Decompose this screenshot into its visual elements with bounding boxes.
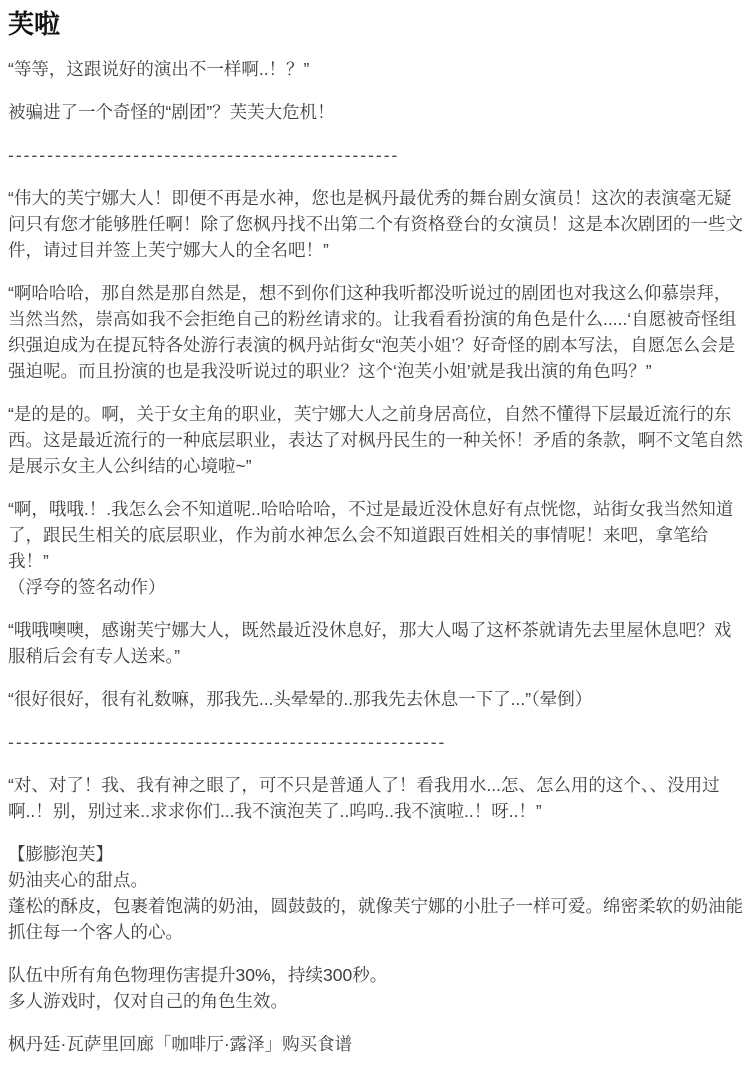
stage-direction-signature: （浮夸的签名动作）	[8, 577, 166, 597]
item-name: 【膨膨泡芙】	[8, 844, 113, 864]
item-description-block	[8, 841, 743, 945]
divider-dashes-bottom: --------------------------------------------------------	[8, 732, 447, 752]
dialogue-line-intro: “等等，这跟说好的演出不一样啊..！？”	[8, 59, 310, 79]
item-effect-block	[8, 962, 743, 1014]
item-effect-text: 队伍中所有角色物理伤害提升30%，持续300秒。	[8, 965, 388, 985]
page-title: 芙啦	[8, 9, 61, 39]
dialogue-furina-panic: “对、对了！我、我有神之眼了，可不只是普通人了！看我用水...怎、怎么用的这个、、没用过啊..！别，别过来..求求你们...我不演泡芙了..呜呜..我不演啦..！呀..！”	[8, 775, 720, 821]
story-tagline: 被骗进了一个奇怪的“剧团”？芙芙大危机！	[8, 102, 335, 122]
item-source-text: 枫丹廷·瓦萨里回廊「咖啡厅·露泽」购买食谱	[8, 1034, 353, 1054]
dialogue-furina-reads-script: “啊哈哈哈，那自然是那自然是，想不到你们这种我听都没听说过的剧团也对我这么仰慕崇拜，当然当然，崇高如我不会拒绝自己的粉丝请求的。让我看看扮演的角色是什么.....‘自愿被奇怪组织强迫成为在提瓦特各处游行表演的枫丹站街女“泡芙小姐’？好奇怪的剧本写法，自愿怎么会是强迫呢。而且扮演的也是我没听说过的职业？这个‘泡芙小姐’就是我出演的角色吗？”	[8, 283, 737, 381]
divider-dashes-top: --------------------------------------------------	[8, 145, 400, 165]
dialogue-troupe-invitation: “伟大的芙宁娜大人！即便不再是水神，您也是枫丹最优秀的舞台剧女演员！这次的表演毫无疑问只有您才能够胜任啊！除了您枫丹找不出第二个有资格登台的女演员！这是本次剧团的一些文件，请过目并签上芙宁娜大人的全名吧！”	[8, 188, 743, 260]
dialogue-troupe-tea-offer: “哦哦噢噢，感谢芙宁娜大人，既然最近没休息好，那大人喝了这杯茶就请先去里屋休息吧？戏服稍后会有专人送来。”	[8, 620, 732, 666]
dialogue-troupe-explanation: “是的是的。啊，关于女主角的职业，芙宁娜大人之前身居高位，自然不懂得下层最近流行的东西。这是最近流行的一种底层职业，表达了对枫丹民生的一种关怀！矛盾的条款，啊不文笔自然是展示女主人公纠结的心境啦~”	[8, 404, 743, 476]
item-short-description: 奶油夹心的甜点。	[8, 870, 148, 890]
dialogue-furina-signs-text: “啊，哦哦.！.我怎么会不知道呢..哈哈哈哈，不过是最近没休息好有点恍惚，站街女我当然知道了，跟民生相关的底层职业，作为前水神怎么会不知道跟百姓相关的事情呢！来吧，拿笔给我！”	[8, 499, 734, 571]
dialogue-furina-faints: “很好很好，很有礼数嘛，那我先...头晕晕的..那我先去休息一下了...”（晕倒）	[8, 689, 593, 709]
dialogue-furina-signs	[8, 496, 743, 600]
item-flavor-text: 蓬松的酥皮，包裹着饱满的奶油，圆鼓鼓的，就像芙宁娜的小肚子一样可爱。绵密柔软的奶油能抓住每一个客人的心。	[8, 896, 743, 942]
item-coop-note: 多人游戏时，仅对自己的角色生效。	[8, 991, 288, 1011]
